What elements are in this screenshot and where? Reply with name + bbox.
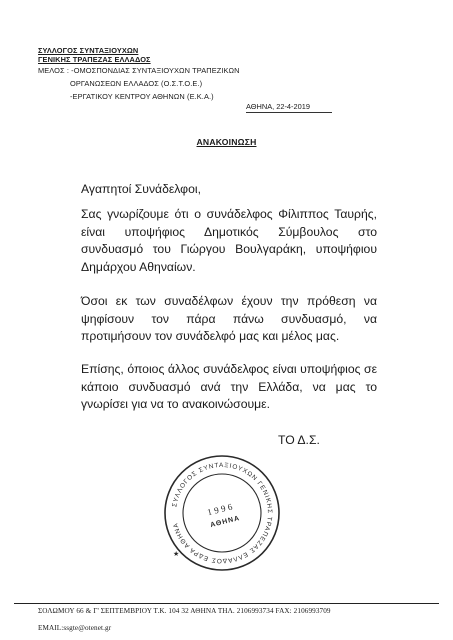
footer-address: ΣΟΛΩΜΟΥ 66 & Γ' ΣΕΠΤΕΜΒΡΙΟΥ Τ.Κ. 104 32 ΑΘΗΝΑ ΤΗΛ. 2106993734 FAX: 2106993709	[38, 607, 331, 615]
stamp-city: ΑΘΗΝΑ	[209, 514, 241, 530]
org-name-line-2: ΓΕΝΙΚΗΣ ΤΡΑΠΕΖΑΣ ΕΛΛΑΔΟΣ	[38, 55, 151, 64]
board-signoff: ΤΟ Δ.Σ.	[278, 433, 320, 447]
paragraph-3: Επίσης, όποιος άλλος συνάδελφος είναι υποψήφιος σε κάποιο συνδυασμό ανά την Ελλάδα, να μας το γνωρίσει για να το ανακοινώσουμε.	[81, 362, 377, 412]
stamp-year: 1996	[206, 500, 236, 518]
document-date: ΑΘΗΝΑ, 22-4-2019	[246, 102, 332, 113]
footer-email: EMAIL:ssgte@otenet.gr	[38, 624, 112, 632]
document-title: ΑΝΑΚΟΙΝΩΣΗ	[196, 137, 257, 147]
stamp-ring-text: ΣΥΛΛΟΓΟΣ ΣΥΝΤΑΞΙΟΥΧΩΝ ΓΕΝΙΚΗΣ ΤΡΑΠΕΖΑΣ ΕΛΛΑΔΟΣ ΕΔΡΑ ΑΘΗΝΑ	[171, 461, 274, 565]
membership-line-2: ΟΡΓΑΝΩΣΕΩΝ ΕΛΛΑΔΟΣ (Ο.Σ.Τ.Ο.Ε.)	[70, 79, 203, 88]
paragraph-2: Όσοι εκ των συναδέλφων έχουν την πρόθεση να ψηφίσουν τον πάρα πάνω συνδυασμό, να προτιμήσουν τον συνάδελφό μας και μέλος μας.	[81, 294, 377, 344]
membership-line-1: ΜΕΛΟΣ : -ΟΜΟΣΠΟΝΔΙΑΣ ΣΥΝΤΑΞΙΟΥΧΩΝ ΤΡΑΠΕΖΙΚΩΝ	[38, 66, 240, 75]
org-name-line-1: ΣΥΛΛΟΓΟΣ ΣΥΝΤΑΞΙΟΥΧΩΝ	[38, 46, 139, 55]
footer-divider	[14, 603, 439, 604]
paragraph-1: Σας γνωρίζουμε ότι ο συνάδελφος Φίλιππος Ταυρής, είναι υποψήφιος Δημοτικός Σύμβουλος στο συνδυασμό του Γιώργου Βουλγαράκη, υποψήφιου Δημάρχου Αθηναίων.	[81, 207, 377, 274]
association-stamp	[161, 452, 283, 574]
greeting: Αγαπητοί Συνάδελφοι,	[81, 182, 201, 196]
stamp-star-icon: ★	[173, 551, 180, 558]
membership-line-3: -ΕΡΓΑΤΙΚΟΥ ΚΕΝΤΡΟΥ ΑΘΗΝΩΝ (Ε.Κ.Α.)	[70, 92, 214, 101]
